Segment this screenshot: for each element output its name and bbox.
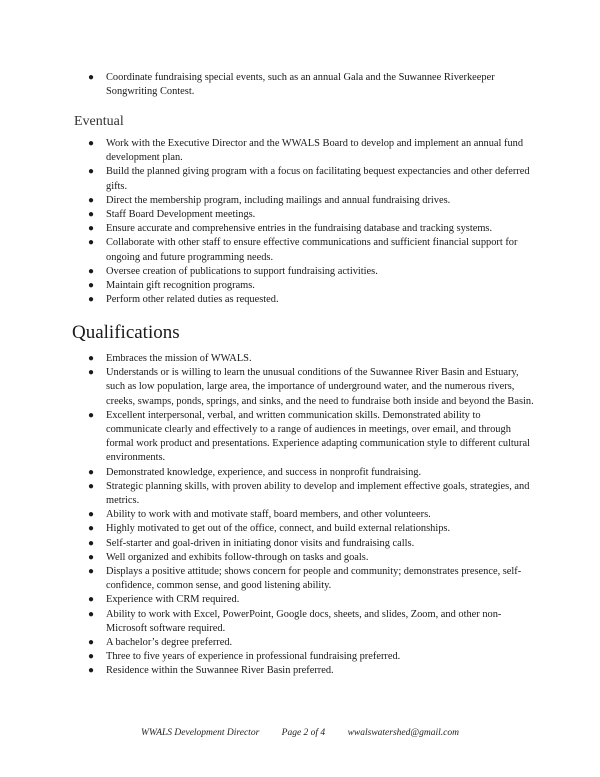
list-item: [74, 551, 536, 565]
list-item: [74, 537, 536, 551]
bullet-icon: ●: [88, 409, 95, 421]
list-item: [74, 508, 536, 522]
eventual-heading: Eventual: [74, 114, 124, 129]
bullet-icon: ●: [88, 265, 95, 277]
list-item: [74, 466, 536, 480]
bullet-icon: ●: [88, 594, 95, 606]
list-item-text: Maintain gift recognition programs.: [106, 280, 255, 292]
bullet-icon: ●: [88, 551, 95, 563]
list-item-text: Residence within the Suwannee River Basin preferred.: [106, 665, 334, 677]
continued-duties-list: [74, 71, 536, 99]
bullet-icon: ●: [88, 209, 95, 221]
list-item-text: Coordinate fundraising special events, such as an annual Gala and the Suwannee Riverkeeper Songwriting Contest.: [106, 72, 495, 98]
bullet-icon: ●: [88, 138, 95, 149]
list-item: [74, 137, 536, 165]
list-item-text: Ability to work with and motivate staff, board members, and other volunteers.: [106, 509, 431, 521]
bullet-icon: ●: [88, 665, 95, 677]
qualifications-list: [74, 352, 536, 679]
list-item: [74, 608, 536, 636]
bullet-icon: ●: [88, 294, 95, 306]
list-item: [74, 71, 536, 99]
list-item-text: Understands or is willing to learn the unusual conditions of the Suwannee River Basin and Estuary, such as low population, large area, the importance of underground water, and the numerous rivers, creeks, swamps, ponds, springs, and sinks, and the need to fundraise both inside and beyond the Basin.: [106, 367, 534, 407]
bullet-icon: ●: [88, 237, 95, 249]
list-item-text: Collaborate with other staff to ensure effective communications and sufficient financial support for ongoing and future programming needs.: [106, 237, 518, 263]
footer-title: WWALS Development Director: [141, 728, 260, 738]
bullet-icon: ●: [88, 566, 95, 578]
list-item-text: Experience with CRM required.: [106, 594, 240, 606]
list-item-text: Ensure accurate and comprehensive entries in the fundraising database and tracking systems.: [106, 223, 493, 235]
list-item-text: Excellent interpersonal, verbal, and written communication skills. Demonstrated ability to communicate clearly and effectively to a range of audiences in meetings, over email, and through formal work product and presentations. Experience adapting communication style to different cultural environments.: [106, 409, 530, 464]
qualifications-heading: Qualifications: [72, 322, 180, 343]
list-item: [74, 636, 536, 650]
list-item-text: Perform other related duties as requested.: [106, 294, 279, 306]
list-item: [74, 279, 536, 293]
list-item-text: Displays a positive attitude; shows concern for people and community; demonstrates presence, self-confidence, common sense, and good listening ability.: [106, 566, 522, 592]
list-item: [74, 366, 536, 409]
bullet-icon: ●: [88, 72, 95, 83]
bullet-icon: ●: [88, 466, 95, 478]
bullet-icon: ●: [88, 280, 95, 292]
list-item-text: Self-starter and goal-driven in initiating donor visits and fundraising calls.: [106, 537, 415, 549]
list-item: [74, 664, 536, 678]
list-item: [74, 236, 536, 264]
list-item-text: Three to five years of experience in professional fundraising preferred.: [106, 651, 401, 663]
list-item-text: Highly motivated to get out of the office, connect, and build external relationships.: [106, 523, 451, 535]
list-item: [74, 522, 536, 536]
footer-email: wwalswatershed@gmail.com: [347, 728, 459, 738]
bullet-icon: ●: [88, 223, 95, 235]
list-item-text: A bachelor’s degree preferred.: [106, 637, 233, 649]
list-item-text: Staff Board Development meetings.: [106, 209, 256, 221]
list-item-text: Strategic planning skills, with proven ability to develop and implement effective goals, strategies, and metrics.: [106, 480, 530, 507]
list-item-text: Ability to work with Excel, PowerPoint, Google docs, sheets, and slides, Zoom, and other non-Microsoft software required.: [106, 608, 502, 634]
bullet-icon: ●: [88, 651, 95, 663]
list-item-text: Well organized and exhibits follow-through on tasks and goals.: [106, 551, 369, 563]
list-item-text: Build the planned giving program with a focus on facilitating bequest expectancies and other deferred gifts.: [106, 166, 530, 192]
list-item-text: Oversee creation of publications to support fundraising activities.: [106, 265, 378, 277]
list-item-text: Embraces the mission of WWALS.: [106, 353, 252, 364]
list-item-text: Demonstrated knowledge, experience, and success in nonprofit fundraising.: [106, 466, 422, 478]
bullet-icon: ●: [88, 637, 95, 649]
list-item: [74, 265, 536, 279]
list-item-text: Work with the Executive Director and the WWALS Board to develop and implement an annual fund development plan.: [106, 138, 524, 164]
list-item-text: Direct the membership program, including mailings and annual fundraising drives.: [106, 194, 451, 206]
page-footer: [0, 728, 600, 738]
bullet-icon: ●: [88, 353, 95, 364]
bullet-icon: ●: [88, 523, 95, 535]
bullet-icon: ●: [88, 194, 95, 206]
bullet-icon: ●: [88, 509, 95, 521]
list-item: [74, 352, 536, 366]
list-item: [74, 165, 536, 193]
list-item: [74, 194, 536, 208]
list-item: [74, 208, 536, 222]
bullet-icon: ●: [88, 480, 95, 492]
eventual-duties-list: [74, 137, 536, 307]
bullet-icon: ●: [88, 367, 95, 379]
bullet-icon: ●: [88, 608, 95, 620]
list-item: [74, 565, 536, 593]
bullet-icon: ●: [88, 166, 95, 178]
list-item: [74, 222, 536, 236]
list-item: [74, 409, 536, 466]
list-item: [74, 650, 536, 664]
list-item: [74, 593, 536, 607]
bullet-icon: ●: [88, 537, 95, 549]
footer-page-number: Page 2 of 4: [281, 728, 326, 738]
list-item: [74, 293, 536, 307]
list-item: [74, 480, 536, 508]
